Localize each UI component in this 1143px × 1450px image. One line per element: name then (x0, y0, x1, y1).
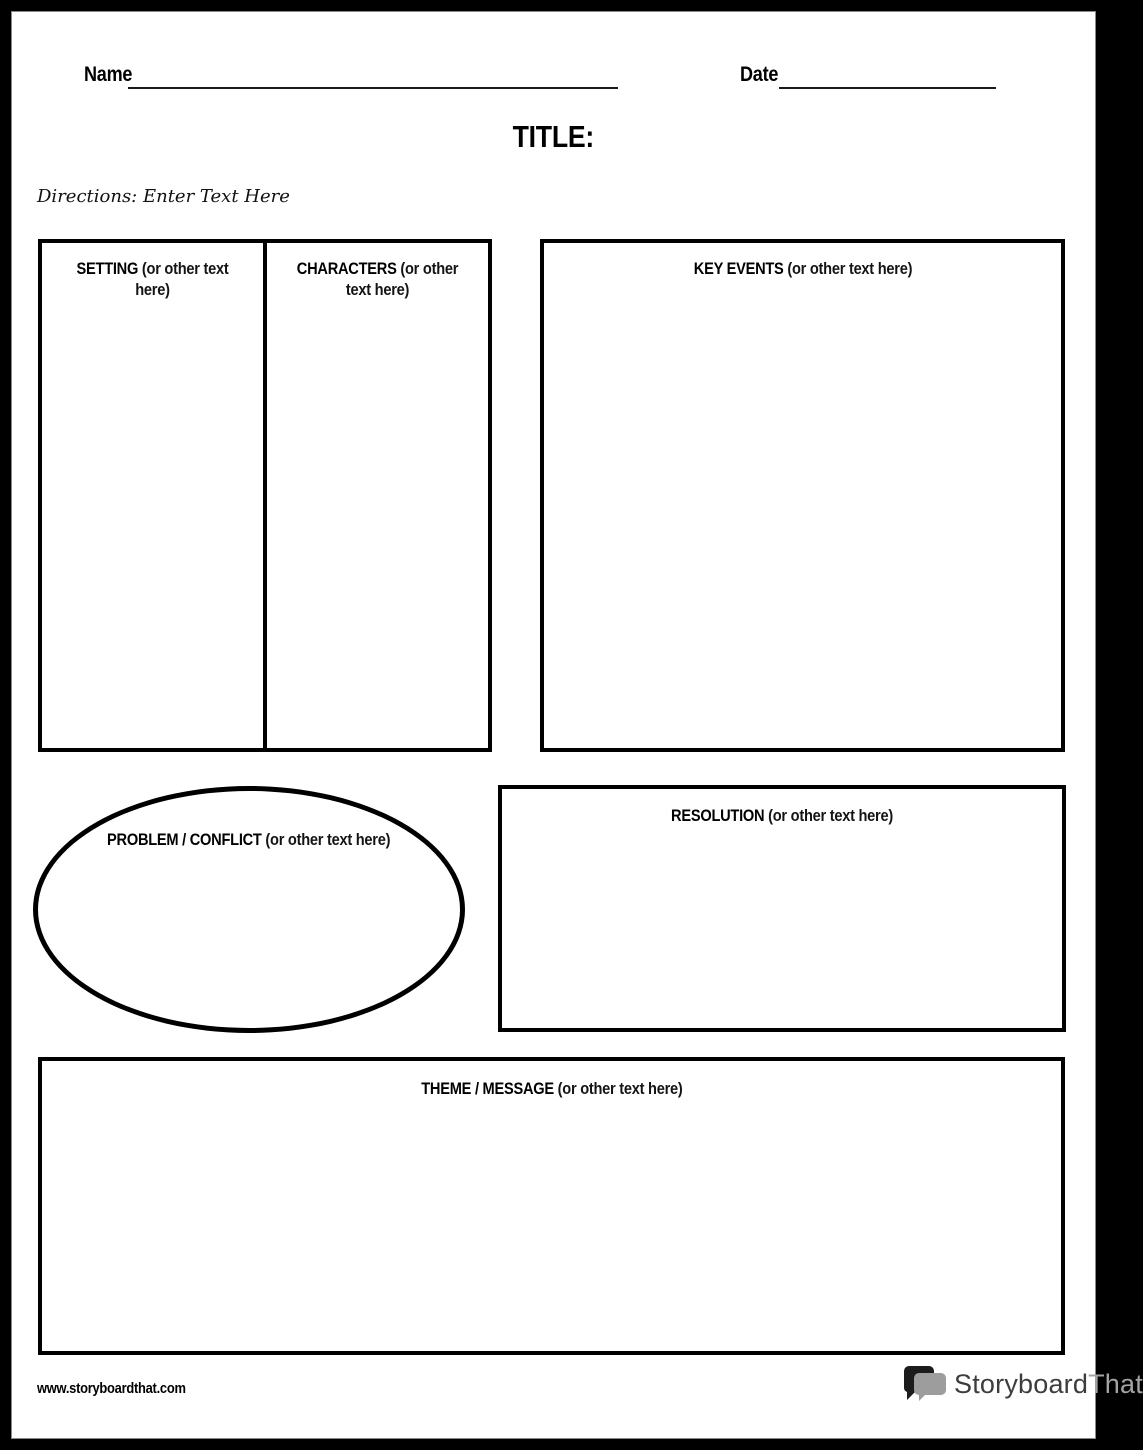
name-label: Name (84, 63, 133, 86)
resolution-box[interactable] (498, 785, 1066, 1032)
setting-characters-box (38, 239, 492, 752)
setting-box[interactable] (42, 243, 267, 748)
storyboardthat-logo (901, 1363, 1143, 1405)
setting-label: SETTING (or other text here) (76, 259, 229, 300)
resolution-label: RESOLUTION (or other text here) (671, 806, 893, 825)
footer-url: www.storyboardthat.com (37, 1380, 186, 1397)
date-fill-line[interactable] (779, 87, 996, 89)
name-fill-line[interactable] (128, 87, 618, 89)
theme-message-box[interactable] (38, 1057, 1065, 1355)
key-events-label: KEY EVENTS (or other text here) (693, 259, 912, 278)
directions-text: Directions: Enter Text Here (37, 186, 290, 207)
problem-conflict-ellipse[interactable] (33, 786, 465, 1033)
page-title: TITLE: (512, 119, 595, 154)
characters-box[interactable] (267, 243, 488, 748)
key-events-box[interactable] (540, 239, 1065, 752)
theme-message-label: THEME / MESSAGE (or other text here) (420, 1079, 683, 1098)
problem-conflict-label: PROBLEM / CONFLICT (or other text here) (107, 830, 391, 849)
date-label: Date (740, 63, 779, 86)
characters-label: CHARACTERS (or other text here) (296, 259, 459, 300)
speech-bubbles-icon (901, 1363, 947, 1405)
logo-wordmark: StoryboardThat (954, 1368, 1143, 1399)
